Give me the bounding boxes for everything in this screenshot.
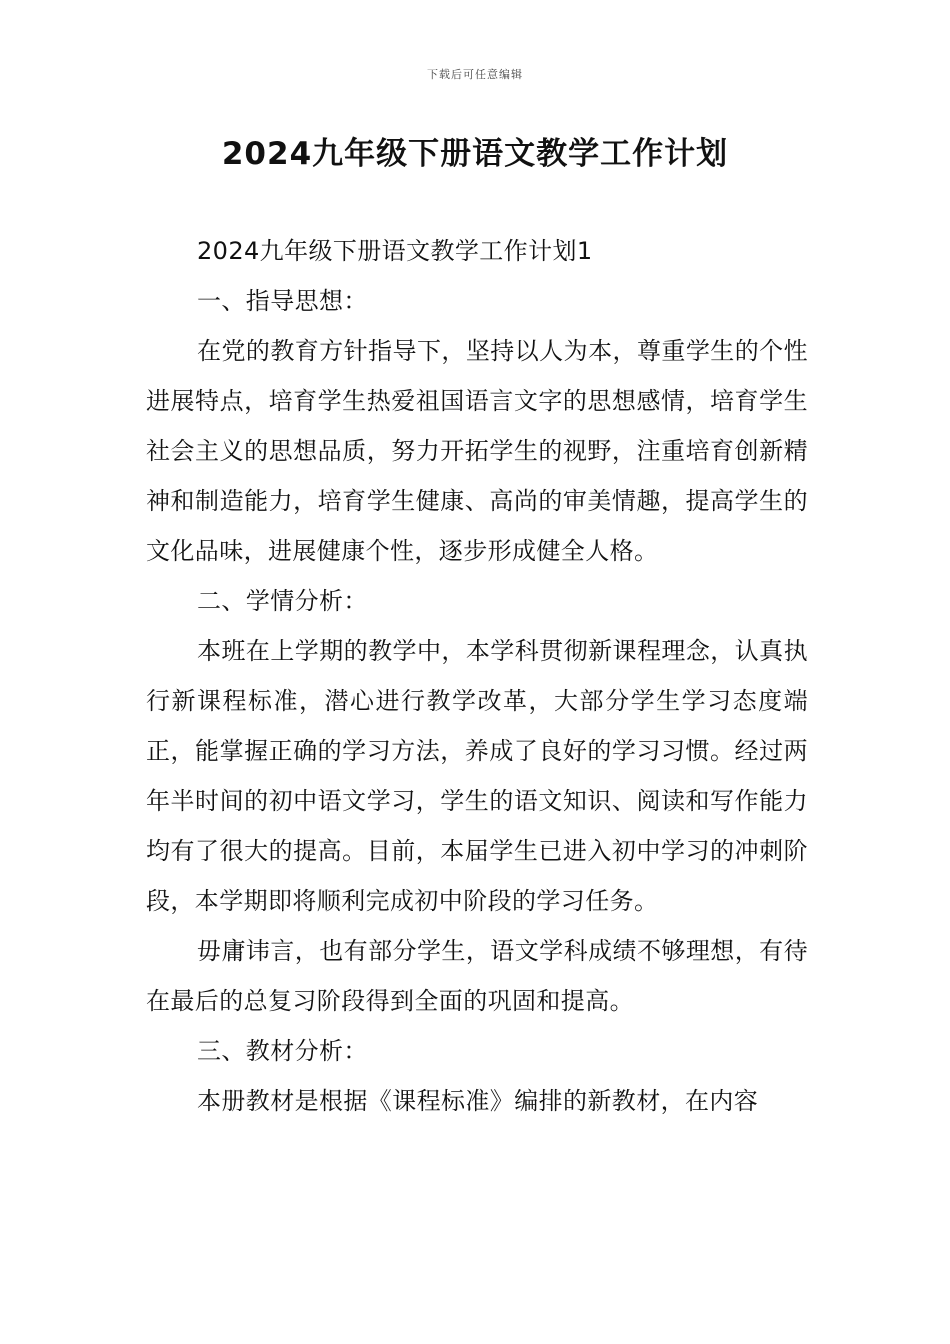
body-paragraph: 本册教材是根据《课程标准》编排的新教材，在内容 (197, 1087, 759, 1115)
section-heading-textbook-analysis: 三、教材分析： (197, 1037, 368, 1065)
document-body (146, 226, 808, 1126)
header-note: 下载后可任意编辑 (427, 68, 523, 81)
body-paragraph: 在党的教育方针指导下，坚持以人为本，尊重学生的个性进展特点，培育学生热爱祖国语言文字的思想感情，培育学生社会主义的思想品质，努力开拓学生的视野，注重培育创新精神和制造能力，培育学生健康、高尚的审美情趣，提高学生的文化品味，进展健康个性，逐步形成健全人格。 (146, 337, 808, 565)
body-paragraph: 本班在上学期的教学中，本学科贯彻新课程理念，认真执行新课程标准，潜心进行教学改革，大部分学生学习态度端正，能掌握正确的学习方法，养成了良好的学习习惯。经过两年半时间的初中语文学习，学生的语文知识、阅读和写作能力均有了很大的提高。目前，本届学生已进入初中学习的冲刺阶段，本学期即将顺利完成初中阶段的学习任务。 (146, 637, 808, 915)
document-title: 2024九年级下册语文教学工作计划 (221, 136, 729, 172)
section-heading-guiding-ideology: 一、指导思想： (197, 287, 368, 315)
subtitle-paragraph: 2024九年级下册语文教学工作计划1 (197, 237, 593, 265)
body-paragraph: 毋庸讳言，也有部分学生，语文学科成绩不够理想，有待在最后的总复习阶段得到全面的巩固和提高。 (146, 937, 808, 1015)
section-heading-student-analysis: 二、学情分析： (197, 587, 368, 615)
